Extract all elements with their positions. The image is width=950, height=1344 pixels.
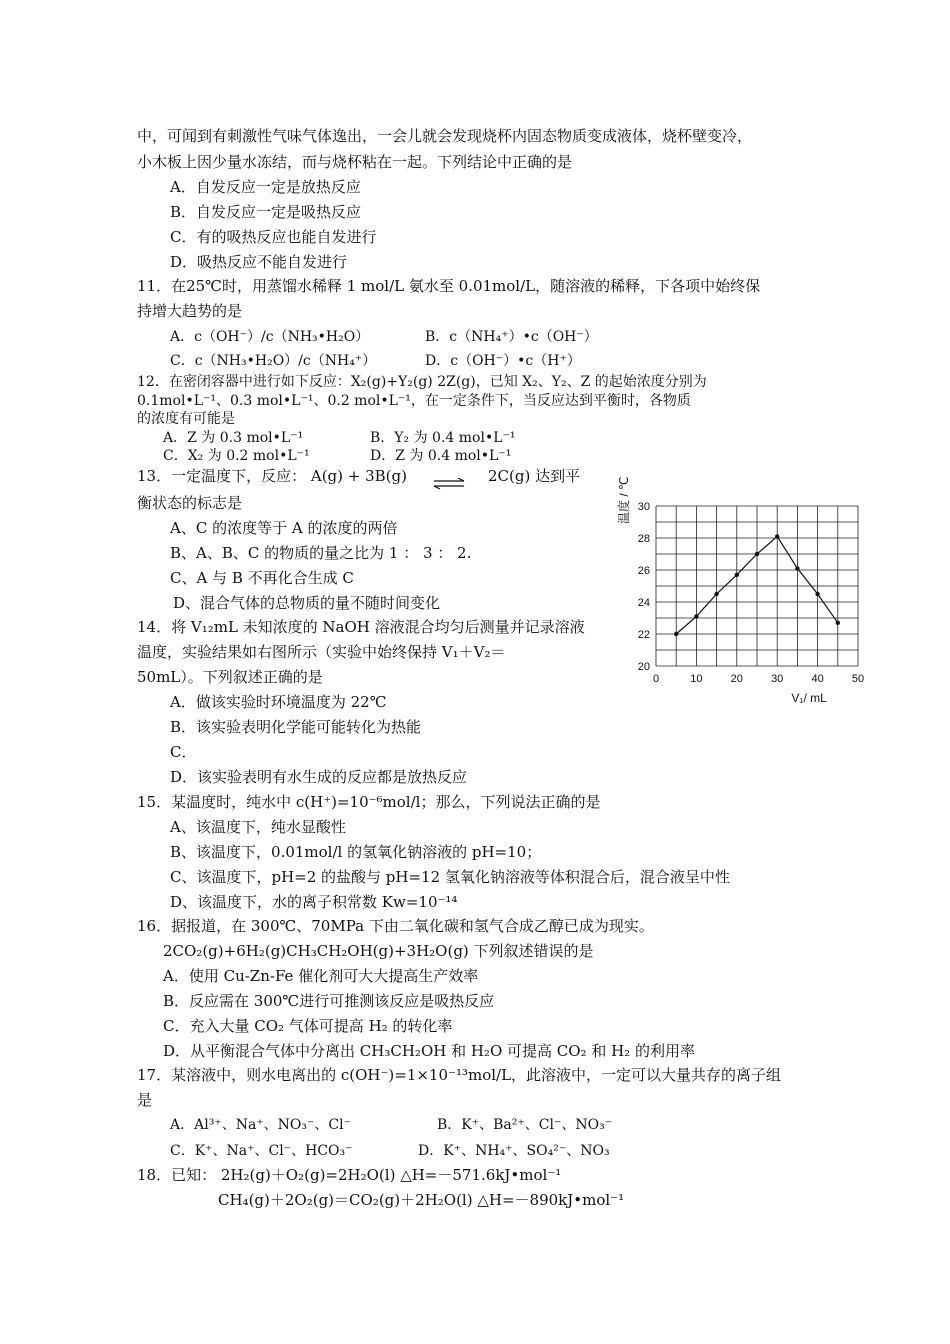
q16-option-b: B．反应需在 300℃进行可推测该反应是吸热反应 <box>163 992 495 1010</box>
q13-option-a: A、C 的浓度等于 A 的浓度的两倍 <box>170 519 398 537</box>
data-point <box>775 534 779 538</box>
q13-stem-2: 衡状态的标志是 <box>137 494 243 512</box>
q14-stem-2: 温度，实验结果如右图所示（实验中始终保持 V₁＋V₂＝ <box>137 643 506 661</box>
q15-option-a: A、该温度下，纯水显酸性 <box>170 818 346 836</box>
chart-ticks <box>638 501 864 685</box>
q13-stem-1b: 2C(g) 达到平 <box>488 467 581 485</box>
q12-option-c: C．X₂ 为 0.2 mol•L⁻¹ <box>163 448 310 464</box>
q12-stem-2: 0.1mol•L⁻¹、0.3 mol•L⁻¹、0.2 mol•L⁻¹，在一定条件下，当反应达到平衡时，各物质 <box>137 393 691 409</box>
y-tick-label: 24 <box>637 597 650 609</box>
q14-option-c: C． <box>170 743 197 761</box>
y-tick-label: 30 <box>637 501 650 513</box>
q12-option-a: A．Z 为 0.3 mol•L⁻¹ <box>163 430 304 446</box>
y-tick-label: 26 <box>637 565 650 577</box>
q14-option-b: B．该实验表明化学能可能转化为热能 <box>170 718 422 736</box>
q13-stem-1a: 13．一定温度下，反应： A(g) + 3B(g) <box>137 467 407 485</box>
q17-stem-2: 是 <box>137 1091 153 1109</box>
q16-option-a: A．使用 Cu-Zn-Fe 催化剂可大大提高生产效率 <box>163 967 479 985</box>
q11-option-b: B．c（NH₄⁺）•c（OH⁻） <box>425 329 598 345</box>
x-tick-label: 0 <box>652 673 660 685</box>
intro-option-d: D．吸热反应不能自发进行 <box>170 253 348 271</box>
x-tick-label: 30 <box>771 673 784 685</box>
x-axis-label: V₁/ mL <box>791 691 827 705</box>
data-point <box>815 592 819 596</box>
intro-line-1: 中，可闻到有刺激性气味气体逸出，一会儿就会发现烧杯内固态物质变成液体，烧杯壁变冷， <box>137 127 753 145</box>
q17-option-d: D．K⁺、NH₄⁺、SO₄²⁻、NO₃ <box>418 1143 610 1159</box>
q15-option-d: D、该温度下，水的离子积常数 Kw=10⁻¹⁴ <box>170 893 458 911</box>
q15-option-c: C、该温度下，pH=2 的盐酸与 pH=12 氢氧化钠溶液等体积混合后，混合液呈中性 <box>170 868 730 886</box>
x-tick-label: 50 <box>851 673 865 685</box>
y-tick-label: 20 <box>637 661 650 673</box>
intro-option-c: C．有的吸热反应也能自发进行 <box>170 228 377 246</box>
q13-option-b: B、A、B、C 的物质的量之比为 1 ： 3 ： 2. <box>170 544 472 562</box>
data-point <box>735 573 739 577</box>
q16-stem-2: 2CO₂(g)+6H₂(g)CH₃CH₂OH(g)+3H₂O(g) 下列叙述错误的是 <box>163 942 594 960</box>
q11-option-a: A．c（OH⁻）/c（NH₃•H₂O） <box>170 329 370 345</box>
data-point <box>795 566 799 570</box>
intro-option-a: A．自发反应一定是放热反应 <box>170 178 361 196</box>
intro-line-2: 小木板上因少量水冻结，而与烧杯粘在一起。下列结论中正确的是 <box>137 153 573 171</box>
x-tick-label: 20 <box>730 673 743 685</box>
intro-option-b: B．自发反应一定是吸热反应 <box>170 203 362 221</box>
q18-stem-1: 18．已知： 2H₂(g)＋O₂(g)=2H₂O(l) △H=－571.6kJ•mol⁻¹ <box>137 1166 562 1184</box>
q11-option-c: C．c（NH₃•H₂O）/c（NH₄⁺） <box>170 353 377 369</box>
q12-stem-1: 12．在密闭容器中进行如下反应：X₂(g)+Y₂(g) 2Z(g)，已知 X₂、Y₂、Z 的起始浓度分别为 <box>137 374 707 390</box>
q14-stem-1: 14．将 V₁₂mL 未知浓度的 NaOH 溶液混合均匀后测量并记录溶液 <box>137 618 585 636</box>
q13-option-d: D、混合气体的总物质的量不随时间变化 <box>173 594 441 612</box>
q14-option-a: A．做该实验时环境温度为 22℃ <box>170 693 387 711</box>
data-point <box>836 621 840 625</box>
q12-option-b: B．Y₂ 为 0.4 mol•L⁻¹ <box>370 430 516 446</box>
q16-option-c: C．充入大量 CO₂ 气体可提高 H₂ 的转化率 <box>163 1017 453 1035</box>
equilibrium-arrow-icon <box>432 478 466 490</box>
q16-stem-1: 16．据报道，在 300℃、70MPa 下由二氧化碳和氢气合成乙醇已成为现实。 <box>137 917 654 935</box>
y-tick-label: 28 <box>637 533 650 545</box>
q15-stem: 15．某温度时，纯水中 c(H⁺)=10⁻⁶mol/l；那么，下列说法正确的是 <box>137 793 601 811</box>
temperature-chart <box>612 460 872 710</box>
y-tick-label: 22 <box>637 629 650 641</box>
q17-stem-1: 17．某溶液中，则水电离出的 c(OH⁻)=1×10⁻¹³mol/L，此溶液中，一定可以大量共存的离子组 <box>137 1066 782 1084</box>
q17-option-c: C．K⁺、Na⁺、Cl⁻、HCO₃⁻ <box>170 1143 353 1159</box>
q15-option-b: B、该温度下，0.01mol/l 的氢氧化钠溶液的 pH=10； <box>170 843 542 861</box>
q16-option-d: D．从平衡混合气体中分离出 CH₃CH₂OH 和 H₂O 可提高 CO₂ 和 H₂ 的利用率 <box>163 1042 695 1060</box>
q13-option-c: C、A 与 B 不再化合生成 C <box>170 569 354 587</box>
q17-option-b: B．K⁺、Ba²⁺、Cl⁻、NO₃⁻ <box>437 1117 613 1133</box>
y-axis-label: 温度 / ℃ <box>617 476 631 524</box>
data-point <box>674 632 678 636</box>
q14-option-d: D．该实验表明有水生成的反应都是放热反应 <box>170 768 468 786</box>
q17-option-a: A．Al³⁺、Na⁺、NO₃⁻、Cl⁻ <box>170 1117 351 1133</box>
q14-stem-3: 50mL）。下列叙述正确的是 <box>137 668 323 686</box>
data-point <box>714 592 718 596</box>
q11-option-d: D．c（OH⁻）•c（H⁺） <box>425 353 581 369</box>
chart-grid <box>656 506 858 666</box>
data-point <box>755 552 759 556</box>
q18-stem-2: CH₄(g)＋2O₂(g)＝CO₂(g)＋2H₂O(l) △H=－890kJ•mol⁻¹ <box>218 1191 625 1209</box>
q12-stem-3: 的浓度有可能是 <box>137 411 235 427</box>
x-tick-label: 10 <box>690 673 703 685</box>
q11-stem-2: 持增大趋势的是 <box>137 302 243 320</box>
q12-option-d: D．Z 为 0.4 mol•L⁻¹ <box>370 448 512 464</box>
x-tick-label: 40 <box>811 673 824 685</box>
q11-stem-1: 11．在25℃时，用蒸馏水稀释 1 mol/L 氨水至 0.01mol/L，随溶液的稀释，下各项中始终保 <box>137 277 761 295</box>
data-point <box>694 614 698 618</box>
